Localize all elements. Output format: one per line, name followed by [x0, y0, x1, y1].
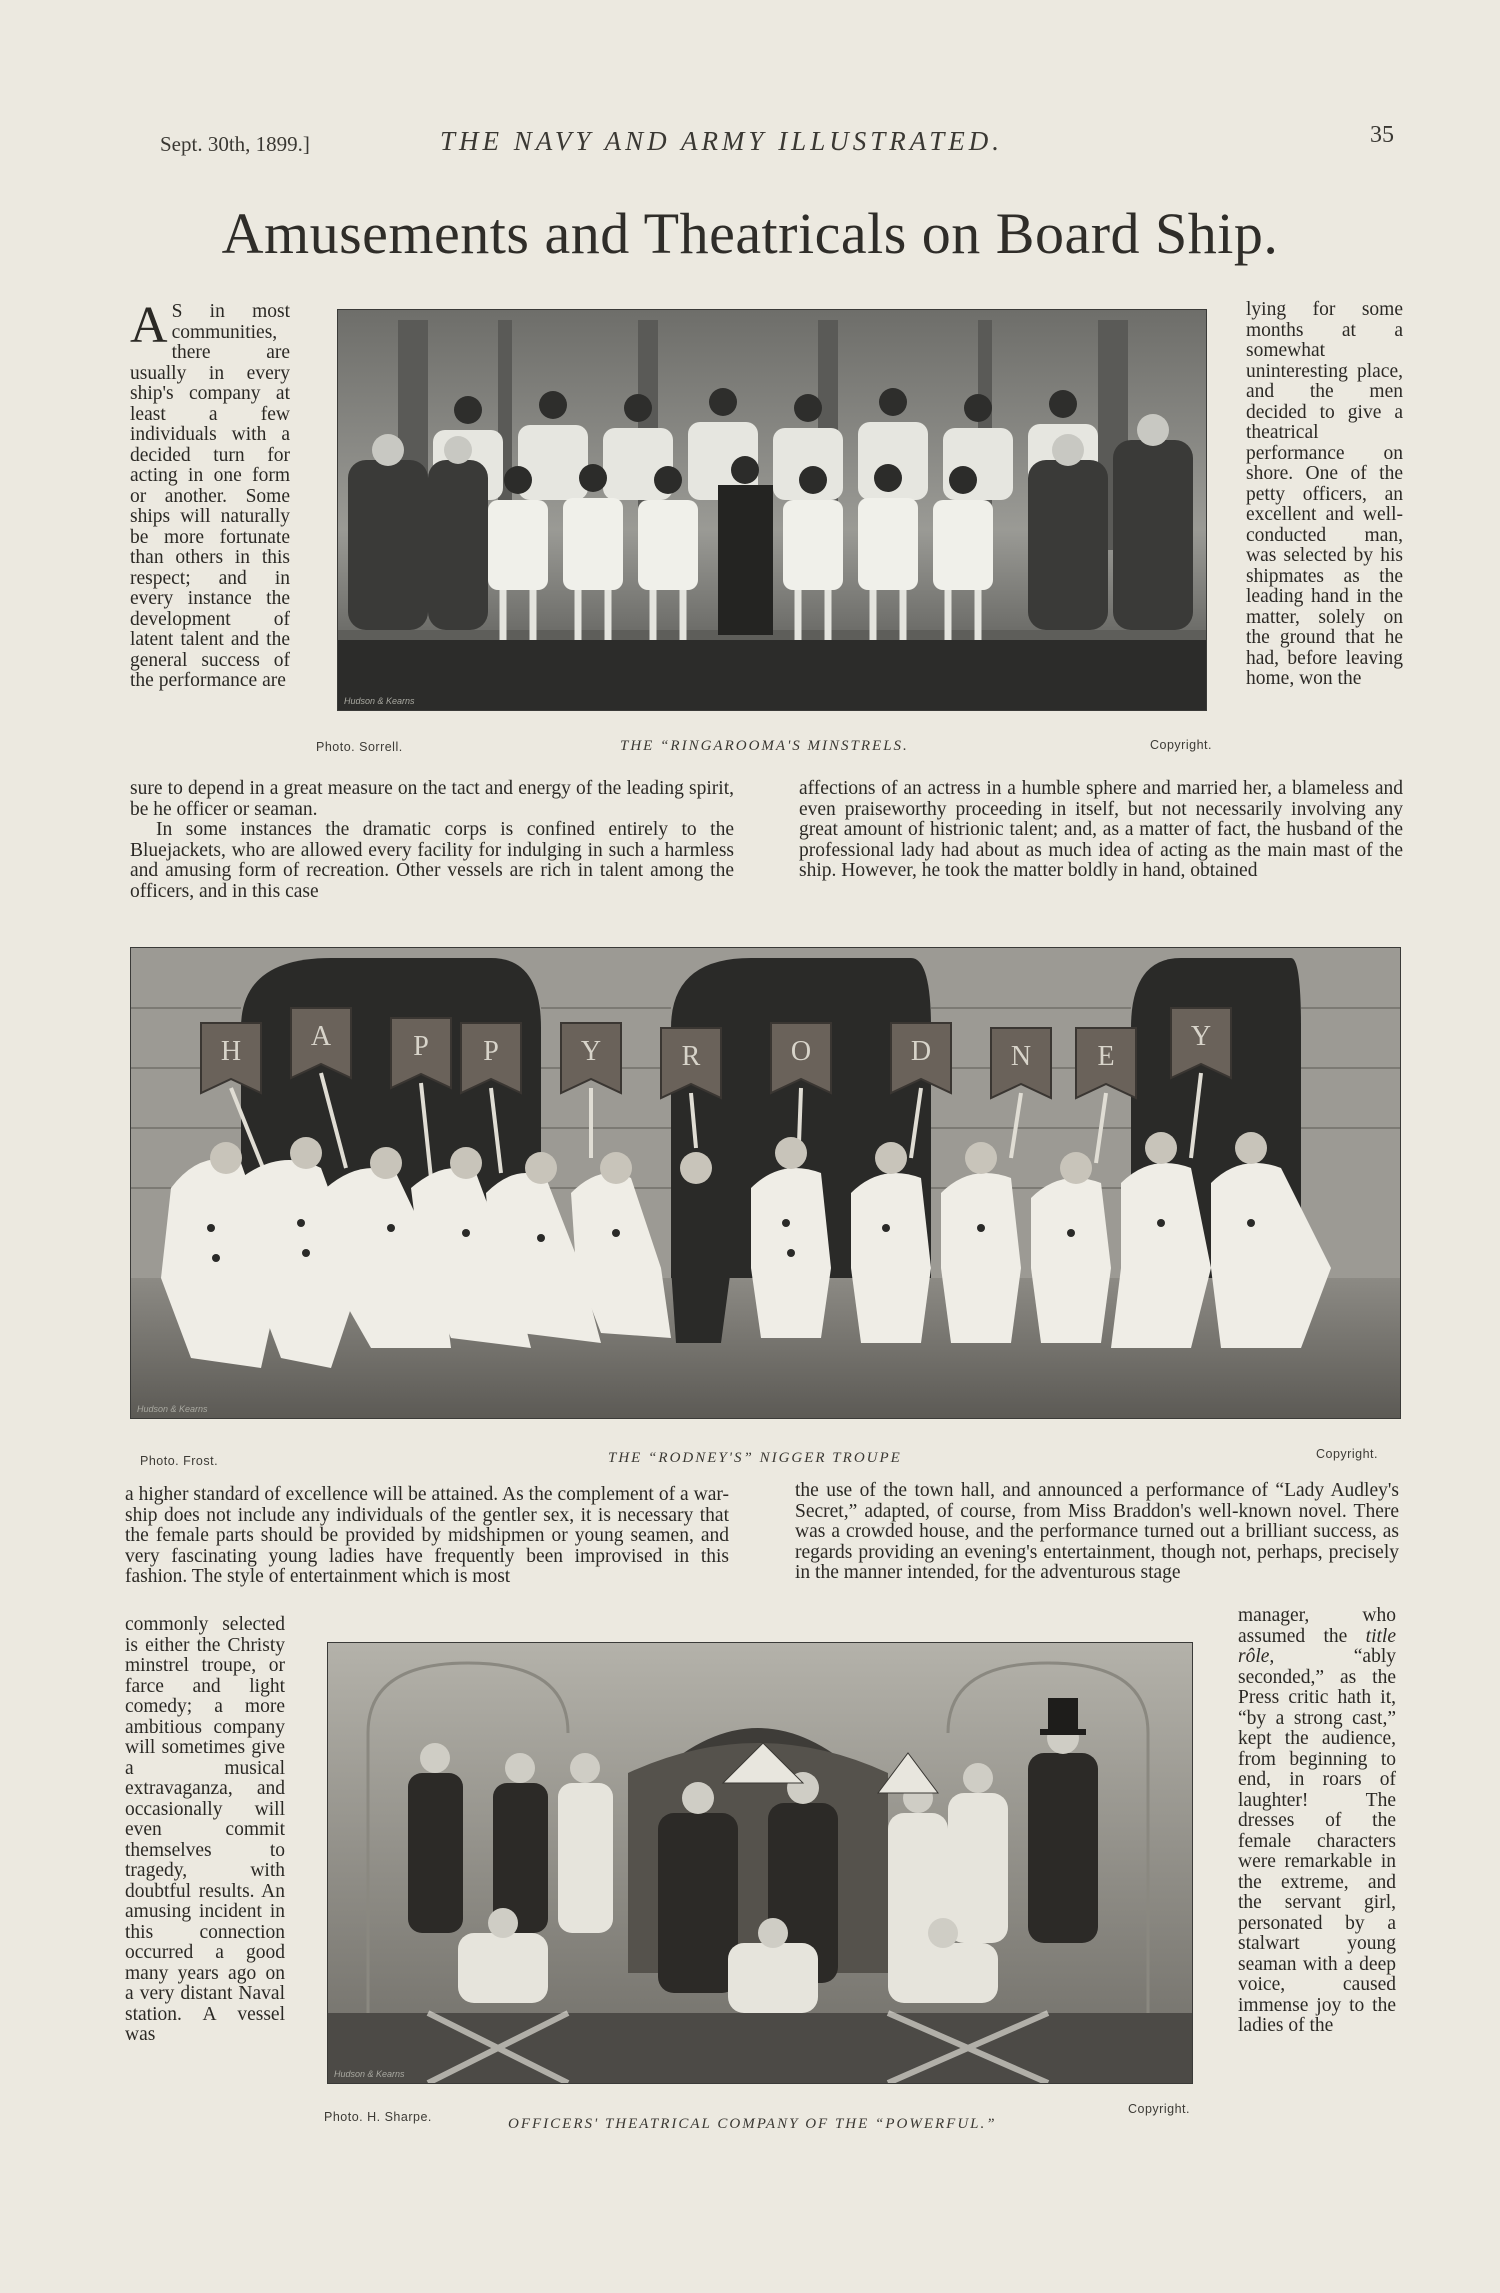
right-column-lower-pre: manager, who assumed the: [1238, 1605, 1396, 1647]
banner-letter-8: D: [910, 1036, 932, 1067]
running-title: THE NAVY AND ARMY ILLUSTRATED.: [440, 126, 1003, 156]
article-title: Amusements and Theatricals on Board Ship.: [221, 201, 1279, 266]
banner-letter-10: E: [1097, 1041, 1115, 1072]
photo3-credit: Photo. H. Sharpe.: [324, 2110, 432, 2124]
banner-letter-9: N: [1010, 1041, 1032, 1072]
banner-letter-11: Y: [1190, 1021, 1212, 1052]
banner-letter-5: Y: [580, 1036, 602, 1067]
photo-powerful-company: [327, 1642, 1193, 2084]
banner-letter-7: O: [790, 1036, 812, 1067]
left-column-intro-text: S in most communities, there are usually in every ship's company at least a few individuals with a decided turn for acting in one form or another. Some ships will naturally be more fortunate than others in this respect; and in every instance the development of latent talent and the general success of the performance are: [130, 301, 290, 691]
photo3-caption: OFFICERS' THEATRICAL COMPANY OF THE “POWERFUL.”: [508, 2116, 997, 2132]
body-left-2: a higher standard of excellence will be attained. As the complement of a war-ship does not include any individuals of the gentler sex, it is necessary that the female parts should be provided by midshipmen or young seamen, and very fascinating young ladies have frequently been improvised in this fashion. The style of entertainment which is most: [125, 1484, 729, 1587]
banner-letter-1: H: [220, 1036, 242, 1067]
right-column-lower-post: “ably seconded,” as the Press critic hath it, “by a strong cast,” kept the audience, from beginning to end, in roars of laughter! The dresses of the female characters were remarkable in the extreme, and the servant girl, personated by a stalwart young seaman with a deep voice, caused immense joy to the ladies of the: [1238, 1646, 1396, 2036]
banner-letter-3: P: [413, 1031, 429, 1062]
photo3-copyright: Copyright.: [1128, 2102, 1190, 2116]
title-role-italic: title rôle,: [1238, 1625, 1396, 1667]
banner-letter-6: R: [681, 1041, 701, 1072]
photo1-printer-mark: Hudson & Kearns: [344, 696, 415, 706]
photo3-printer-mark: Hudson & Kearns: [334, 2069, 405, 2079]
photo1-caption: THE “RINGAROOMA'S MINSTRELS.: [620, 738, 909, 754]
photo2-printer-mark: Hudson & Kearns: [137, 1404, 208, 1414]
issue-date: Sept. 30th, 1899.]: [160, 132, 310, 156]
left-column-intro: [130, 297, 290, 782]
photo2-copyright: Copyright.: [1316, 1447, 1378, 1461]
drop-cap: A: [130, 297, 168, 354]
body-right-2: the use of the town hall, and announced a performance of “Lady Audley's Secret,” adapted, of course, from Miss Braddon's well-known novel. There was a crowded house, and the performance turned out a brilliant success, as regards providing an evening's entertainment, though not, perhaps, precisely in the manner intended, for the adventurous stage: [795, 1480, 1399, 1583]
photo-ringarooma-minstrels: [337, 309, 1207, 711]
photo1-credit: Photo. Sorrell.: [316, 740, 403, 754]
photo2-caption: THE “RODNEY'S” NIGGER TROUPE: [608, 1450, 902, 1466]
photo-minstrels-image: [338, 310, 1206, 710]
banner-letter-2: A: [310, 1021, 332, 1052]
body-left-1: [130, 779, 734, 902]
photo1-copyright: Copyright.: [1150, 738, 1212, 752]
page-number: 35: [1370, 122, 1394, 148]
left-column-lower: commonly selected is either the Christy minstrel troupe, or farce and light comedy; a more ambitious company will sometimes give a musical extravaganza, and occasionally will even commit themselves to tragedy, with doubtful results. An amusing incident in this connection occurred a good many years ago on a very distant Naval station. A vessel was: [125, 1614, 285, 2045]
body-left-1-p1: sure to depend in a great measure on the tact and energy of the leading spirit, be he officer or seaman.: [130, 778, 734, 820]
banner-letter-4: P: [483, 1036, 499, 1067]
body-right-1: affections of an actress in a humble sphere and married her, a blameless and even praiseworthy proceeding in itself, but not necessarily involving any great amount of histrionic talent; and, as a matter of fact, the husband of the professional lady had about as much idea of acting as the main mast of the ship. However, he took the matter boldly in hand, obtained: [799, 778, 1403, 881]
body-left-1-p2: In some instances the dramatic corps is confined entirely to the Bluejackets, who are allowed every facility for indulging in such a harmless and amusing form of recreation. Other vessels are rich in talent among the officers, and in this case: [130, 819, 734, 902]
photo-rodney-troupe: [130, 947, 1401, 1419]
photo-troupe-image: [131, 948, 1400, 1418]
photo-powerful-image: [328, 1643, 1192, 2083]
photo2-credit: Photo. Frost.: [140, 1454, 219, 1468]
right-column-lower: [1238, 1606, 1396, 2037]
right-column-intro: lying for some months at a somewhat uninteresting place, and the men decided to give a theatrical performance on shore. One of the petty officers, an excellent and well-conducted man, was selected by his shipmates as the leading hand in the matter, solely on the ground that he had, before leaving home, won the: [1246, 299, 1403, 689]
